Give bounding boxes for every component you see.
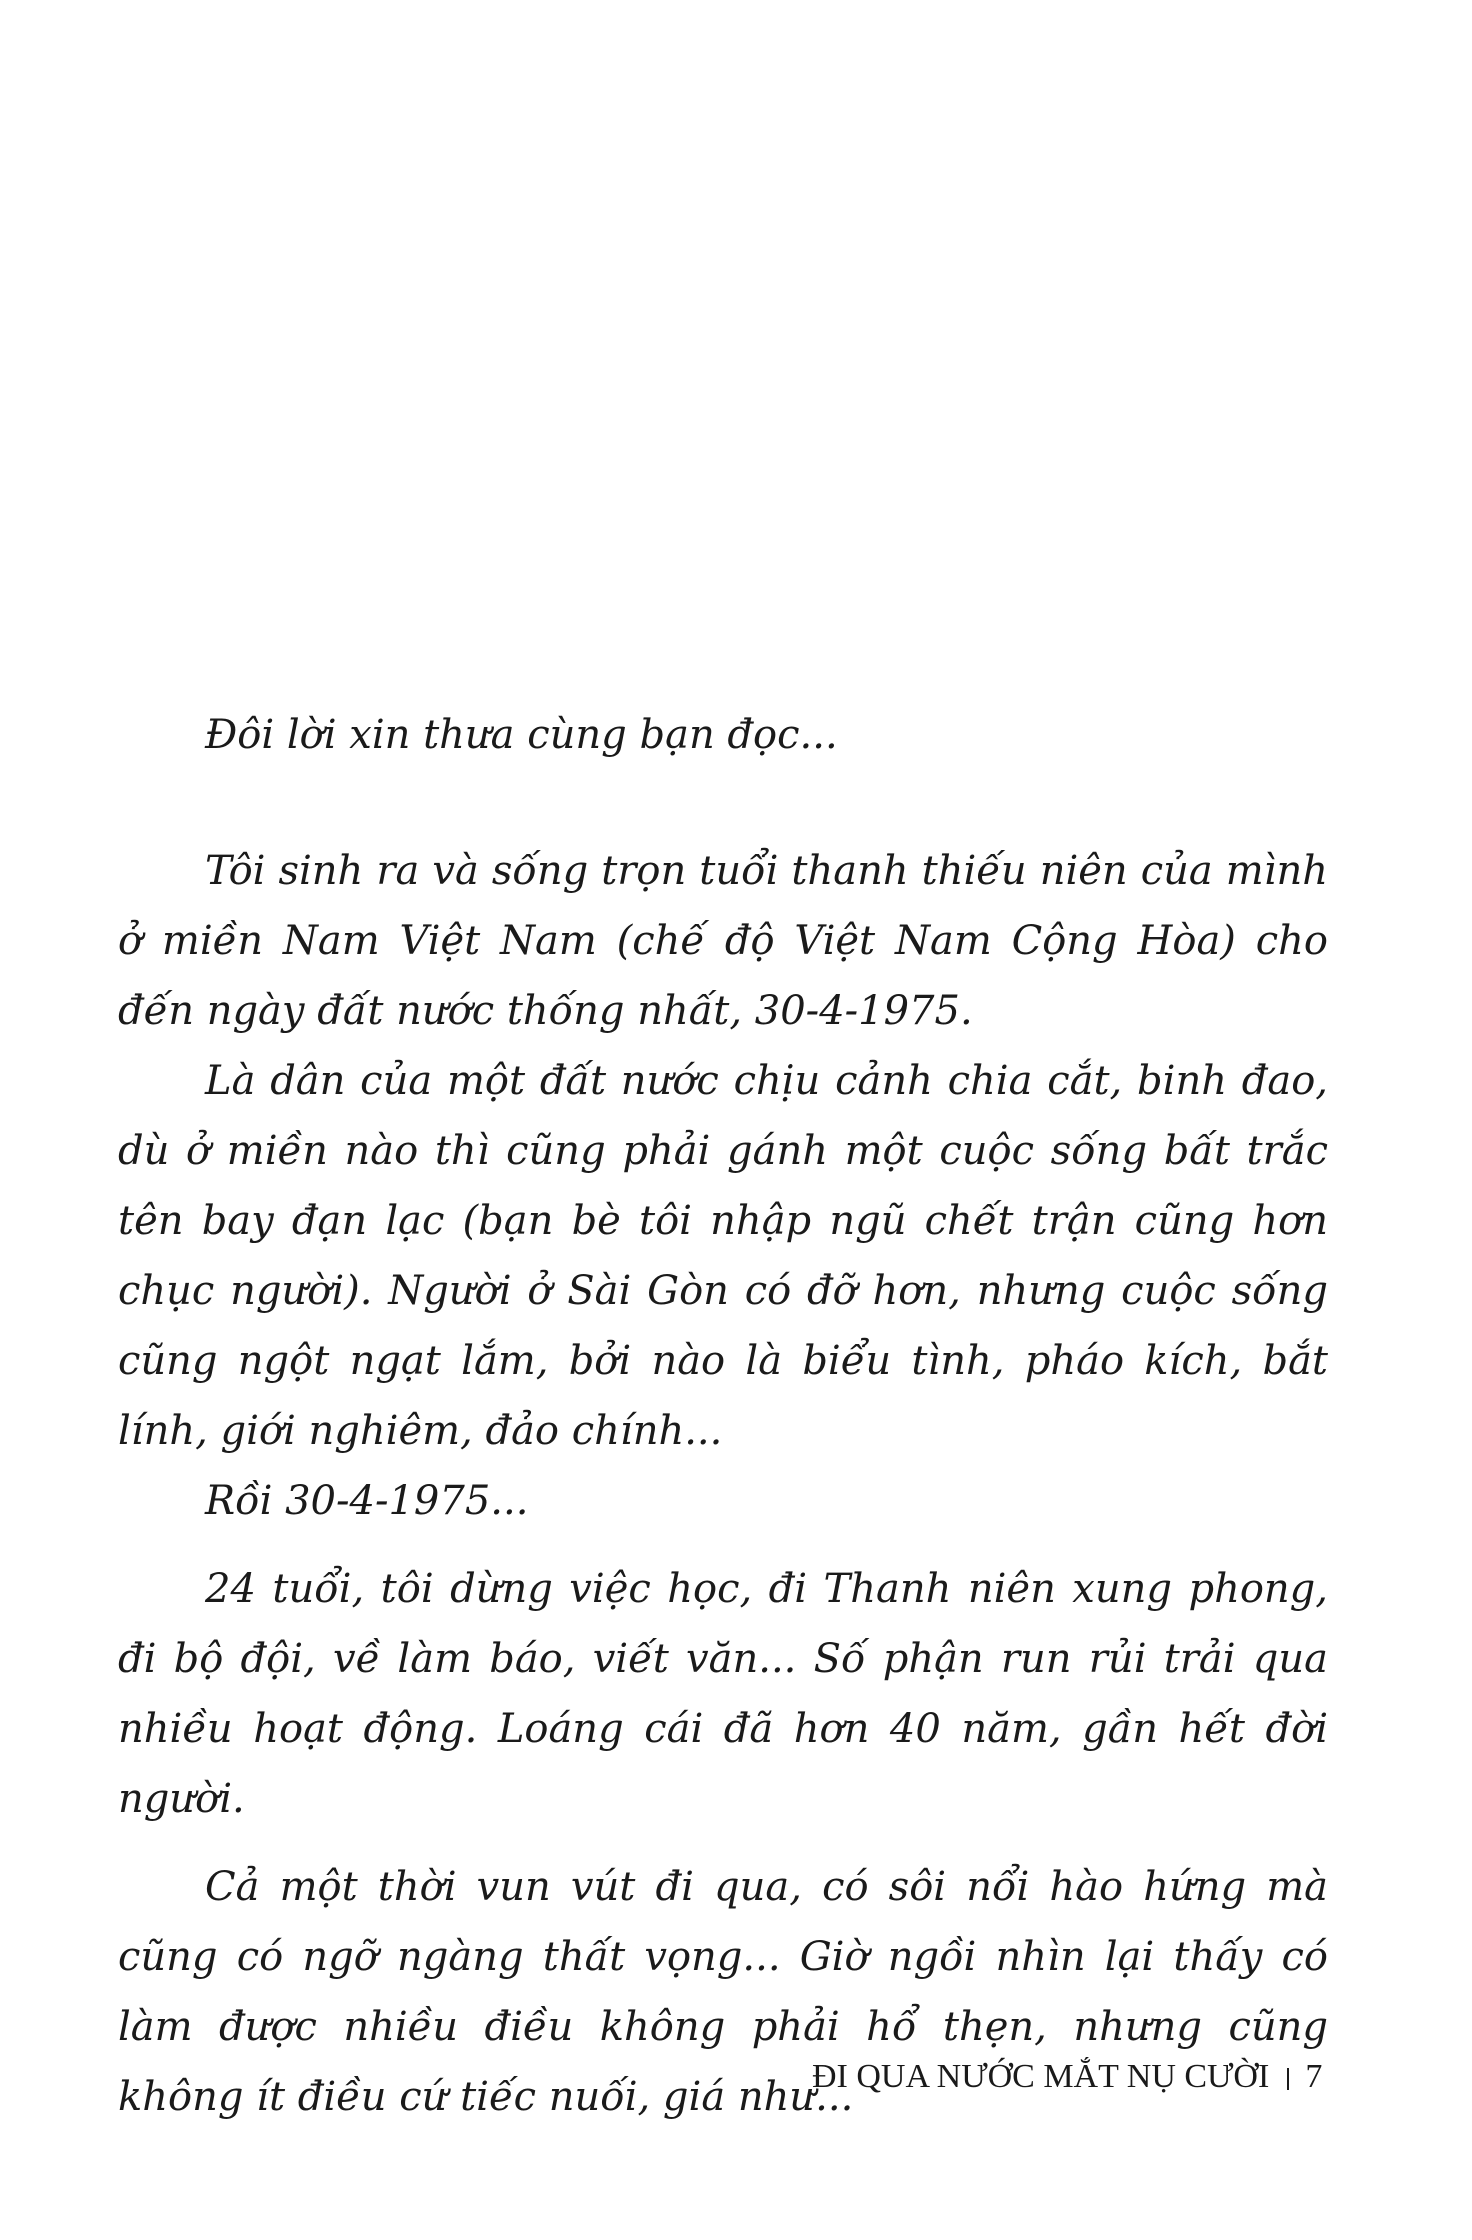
paragraph-4: 24 tuổi, tôi dừng việc học, đi Thanh niên xung phong, đi bộ đội, về làm báo, viết văn... Số phận run rủi trải qua nhiều hoạt động. Loáng cái đã hơn 40 năm, gần hết đời người. (118, 1566, 1328, 1822)
paragraph-3: Rồi 30-4-1975... (205, 1478, 529, 1524)
footer-book-title: ĐI QUA NƯỚC MẮT NỤ CƯỜI (812, 2058, 1270, 2095)
body-text (118, 836, 1328, 2132)
paragraph-1: Tôi sinh ra và sống trọn tuổi thanh thiếu niên của mình ở miền Nam Việt Nam (chế độ Việt Nam Cộng Hòa) cho đến ngày đất nước thống nhất, 30-4-1975. (118, 848, 1328, 1034)
paragraph-5: Cả một thời vun vút đi qua, có sôi nổi hào hứng mà cũng có ngỡ ngàng thất vọng... Giờ ngồi nhìn lại thấy có làm được nhiều điều không phải hổ thẹn, nhưng cũng không ít điều cứ tiếc nuối, giá như... (118, 1864, 1328, 2120)
running-footer (812, 2052, 1322, 2102)
paragraph-2: Là dân của một đất nước chịu cảnh chia cắt, binh đao, dù ở miền nào thì cũng phải gánh một cuộc sống bất trắc tên bay đạn lạc (bạn bè tôi nhập ngũ chết trận cũng hơn chục người). Người ở Sài Gòn có đỡ hơn, nhưng cuộc sống cũng ngột ngạt lắm, bởi nào là biểu tình, pháo kích, bắt lính, giới nghiêm, đảo chính... (118, 1058, 1328, 1454)
footer-separator (1287, 2068, 1289, 2090)
page-number: 7 (1305, 2058, 1323, 2095)
section-heading: Đôi lời xin thưa cùng bạn đọc... (205, 712, 838, 758)
